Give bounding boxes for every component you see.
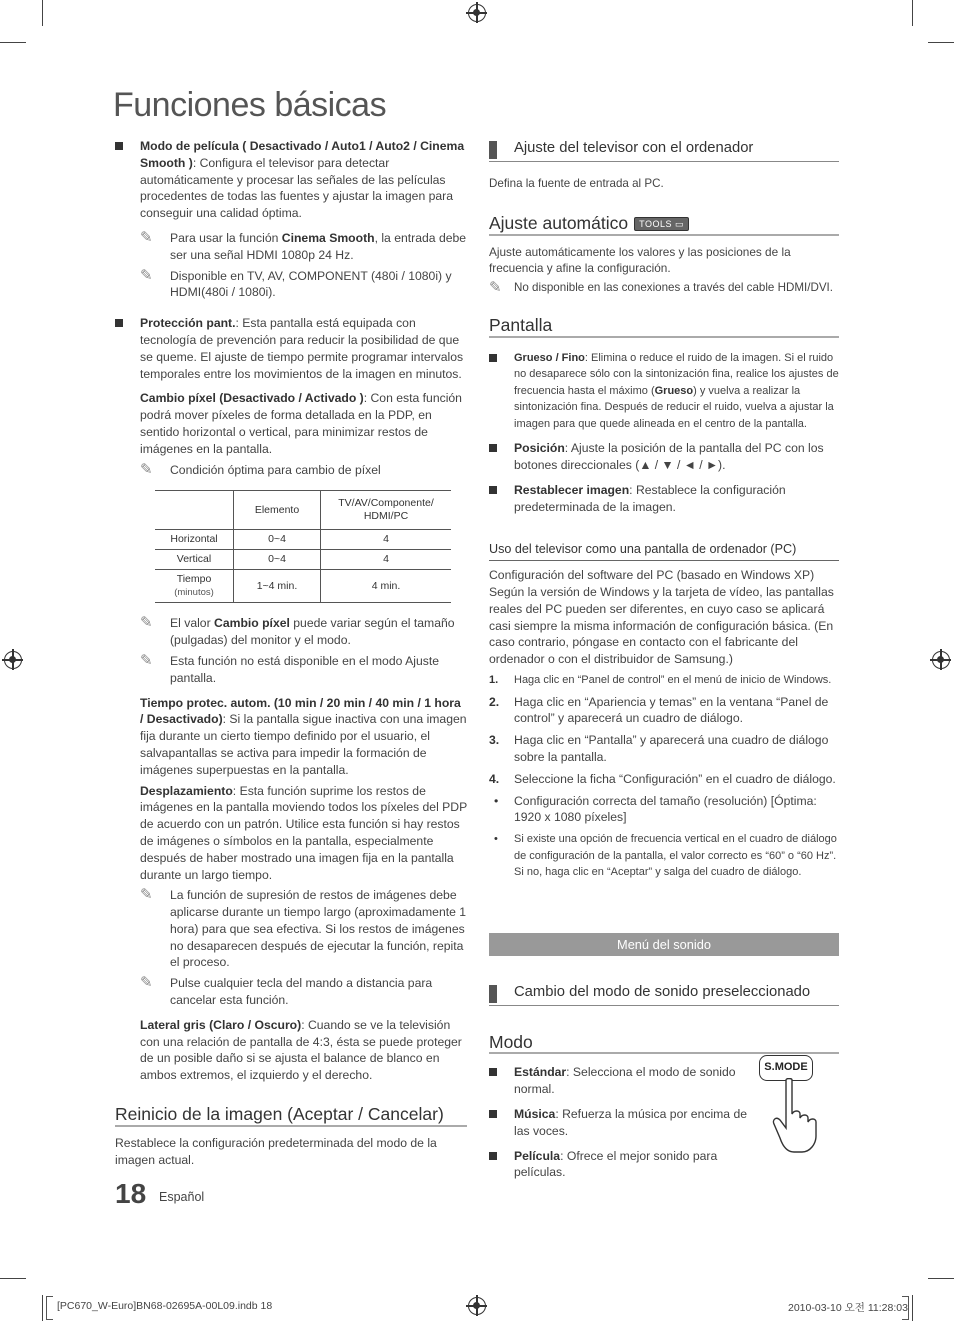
pointing-hand-icon: [772, 1078, 832, 1154]
footer-file-info: [PC670_W-Euro]BN68-02695A-00L09.indb 18: [57, 1300, 273, 1312]
sub-item-lateral-gris: Lateral gris (Claro / Oscuro): Cuando se ve la televisión con una relación de pantalla de 4:3, ésta se puede proteger de un posible daño si se ajusta el balance de blanco en ambos extremos, el izquierdo y el derecho.: [140, 1017, 462, 1083]
note: ✎ No disponible en las conexiones a través del cable HDMI/DVI.: [489, 279, 833, 297]
modo-list: [489, 1064, 751, 1181]
square-bullet-icon: [489, 1110, 497, 1118]
crop-mark: [928, 1278, 954, 1279]
crop-mark: [912, 1295, 913, 1321]
square-bullet-icon: [489, 354, 497, 362]
pencil-note-icon: ✎: [140, 266, 153, 284]
page-number: 18: [115, 1178, 147, 1209]
crop-mark: [912, 0, 913, 26]
crop-mark: [42, 1295, 43, 1321]
dot-bullet-icon: •: [494, 793, 499, 808]
note: ✎ Pulse cualquier tecla del mando a distancia para cancelar esta función.: [140, 974, 433, 1008]
sub-item-desplazamiento: Desplazamiento: Esta función suprime los restos de imágenes en la pantalla moviendo todos los píxeles del PDP de acuerdo con un patrón. Utilice esta función si hay restos de imágenes o símbolos en la pantalla, especialmente después de haber mostrado una imagen fija en la pantalla durante un largo tiempo.: [140, 783, 468, 882]
table-row: Horizontal 0~4 4: [155, 530, 451, 550]
note: ✎ Condición óptima para cambio de píxel: [140, 460, 381, 478]
page-title: Funciones básicas: [113, 86, 387, 124]
list-item-step: 1. Haga clic en “Panel de control” en el menú de inicio de Windows.: [489, 674, 832, 687]
note: ✎ Disponible en TV, AV, COMPONENT (480i / 1080i) y HDMI(480i / 1080i).: [140, 266, 452, 300]
page-language: Español: [159, 1190, 205, 1204]
list-item-bullet: • Si existe una opción de frecuencia vertical en el cuadro de diálogo de configuración de la pantalla, el valor correcto es “60” o “60 Hz”. Si no, haga clic en “Aceptar” y salga del cuadro de diálogo.: [494, 833, 837, 879]
section-heading-reinicio: Reinicio de la imagen (Aceptar / Cancelar): [115, 1106, 467, 1127]
list-item-estandar: Estándar: Selecciona el modo de sonido normal.: [489, 1064, 751, 1098]
list-item-proteccion: [115, 315, 467, 382]
crop-mark: [42, 0, 43, 26]
table-row: Tiempo (minutos) 1~4 min. 4 min.: [155, 570, 451, 603]
registration-mark-icon: [468, 1297, 486, 1315]
square-bullet-icon: [115, 319, 123, 327]
item-text: : Configura el televisor para detectar automáticamente y procesar las señales de las películas procedentes de todas las fuentes y ajustar la imagen para conseguir una calidad óptima.: [140, 155, 454, 221]
menu-band-sonido: Menú del sonido: [489, 933, 839, 956]
square-bullet-icon: [489, 1068, 497, 1076]
pencil-note-icon: ✎: [140, 886, 153, 904]
item-text: : Esta pantalla está equipada con tecnología de prevención para reducir la posibilidad de que se queme. El ajuste de tiempo permite programar intervalos temporales entre los movimientos de la imagen en minutos.: [140, 316, 464, 381]
sub-item-tiempo-protec: Tiempo protec. autom. (10 min / 20 min / 40 min / 1 hora / Desactivado): Si la pantalla sigue inactiva con una imagen fija durante un cierto tiempo definido por el usuario, el salvapantallas se activa para impedir la formación de imágenes superpuestas en la pantalla.: [140, 695, 467, 777]
right-column: [489, 138, 839, 1189]
pencil-note-icon: ✎: [140, 460, 153, 478]
pencil-note-icon: ✎: [140, 651, 153, 669]
section-heading-pantalla: Pantalla: [489, 317, 839, 338]
footer-bracket: [902, 1296, 909, 1320]
subsection-heading-uso-pc: Uso del televisor como una pantalla de ordenador (PC): [489, 541, 839, 561]
section-bar-sonido: Cambio del modo de sonido preseleccionado: [489, 982, 839, 1006]
square-bullet-icon: [489, 444, 497, 452]
list-item-grueso-fino: Grueso / Fino: Elimina o reduce el ruido de la imagen. Si el ruido no desaparece sólo con la sintonización fina, realice los ajustes de frecuencia hasta el máximo (Grueso) y vuelva a realizar la sintonización fina. Después de reducir el ruido, vuelva a ajustar la imagen para que quede alineada en el centro de la pantalla.: [489, 350, 839, 433]
pencil-note-icon: ✎: [489, 279, 502, 297]
crop-mark: [928, 42, 954, 43]
section-text: Ajuste automáticamente los valores y las posiciones de la frecuencia y afine la configuración.: [489, 244, 791, 276]
list-item-restablecer: Restablecer imagen: Restablece la configuración predeterminada de la imagen.: [489, 482, 839, 516]
footer-bracket: [46, 1296, 53, 1320]
note: ✎ La función de supresión de restos de imágenes debe aplicarse durante un tiempo largo (aproximadamente 1 hora) para que sea efectiva. Si los restos de imágenes no desaparecen después de ejecutar la función, repita el proceso.: [140, 886, 467, 970]
dot-bullet-icon: •: [494, 833, 498, 846]
registration-mark-icon: [4, 651, 22, 669]
pencil-note-icon: ✎: [140, 614, 153, 632]
section-heading-ajuste-auto: Ajuste automático TOOLS ▭: [489, 215, 839, 236]
table-header-cell: TV/AV/Componente/ HDMI/PC: [321, 491, 452, 530]
list-item-bullet: • Configuración correcta del tamaño (resolución) [Óptima: 1920 x 1080 píxeles]: [494, 793, 817, 825]
list-item-pelicula: Película: Ofrece el mejor sonido para películas.: [489, 1148, 751, 1182]
smode-button-icon: S.MODE: [759, 1055, 813, 1081]
list-item-musica: Música: Refuerza la música por encima de las voces.: [489, 1106, 751, 1140]
left-column: [115, 138, 467, 1168]
list-item-step: 2. Haga clic en “Apariencia y temas” en la ventana “Panel de control” y aparecerá un cuadro de diálogo.: [489, 694, 829, 726]
section-heading-modo: Modo: [489, 1034, 839, 1055]
table-header-cell: Elemento: [234, 491, 321, 530]
section-text: Restablece la configuración predeterminada del modo de la imagen actual.: [115, 1135, 437, 1167]
table-header-row: [155, 491, 451, 530]
registration-mark-icon: [932, 651, 950, 669]
note: ✎ Para usar la función Cinema Smooth, la entrada debe ser una señal HDMI 1080p 24 Hz.: [140, 228, 467, 262]
crop-mark: [0, 1278, 26, 1279]
note: ✎ Esta función no está disponible en el modo Ajuste pantalla.: [140, 651, 439, 685]
registration-mark-icon: [468, 4, 486, 22]
list-item-posicion: Posición: Ajuste la posición de la pantalla del PC con los botones direccionales (▲ / ▼ / ◄ / ►).: [489, 440, 839, 474]
pencil-note-icon: ✎: [140, 974, 153, 992]
sub-item-cambio-pixel: Cambio píxel (Desactivado / Activado ): Con esta función podrá mover píxeles de forma detallada en la PDP, en sentido horizontal o vertical, para minimizar restos de imágenes en la pantalla.: [140, 391, 462, 456]
square-bullet-icon: [489, 486, 497, 494]
item-label: Protección pant.: [140, 316, 236, 331]
table-header-cell: [155, 491, 234, 530]
list-item-modo-pelicula: [115, 138, 467, 222]
square-bullet-icon: [489, 1152, 497, 1160]
note: ✎ El valor Cambio píxel puede variar según el tamaño (pulgadas) del monitor y el modo.: [140, 614, 455, 648]
footer-timestamp: 2010-03-10 오전 11:28:03: [788, 1302, 908, 1314]
section-text: Defina la fuente de entrada al PC.: [489, 177, 664, 190]
list-item-step: 3. Haga clic en “Pantalla” y aparecerá una cuadro de diálogo sobre la pantalla.: [489, 733, 829, 764]
section-text: Según la versión de Windows y la tarjeta de vídeo, las pantallas reales del PC pueden ser diferentes, en cuyo caso se aplicará casi siempre la misma información de configuración básica. (En caso contrario, póngase en contacto con el fabricante del ordenador o con el distribuidor de Samsung.): [489, 585, 834, 667]
pencil-note-icon: ✎: [140, 228, 153, 246]
section-bar-ajuste-pc: Ajuste del televisor con el ordenador: [489, 138, 839, 162]
list-item-step: 4. Seleccione la ficha “Configuración” en el cuadro de diálogo.: [489, 771, 836, 786]
pixel-shift-table: [155, 490, 451, 603]
table-row: Vertical 0~4 4: [155, 550, 451, 570]
square-bullet-icon: [115, 142, 123, 150]
crop-mark: [0, 42, 26, 43]
tools-badge-icon: TOOLS ▭: [634, 217, 689, 231]
section-text: Configuración del software del PC (basado en Windows XP): [489, 568, 815, 583]
item-label: Modo de película ( Desactivado / Auto1 / Auto2 / Cinema Smooth ): [140, 139, 465, 170]
